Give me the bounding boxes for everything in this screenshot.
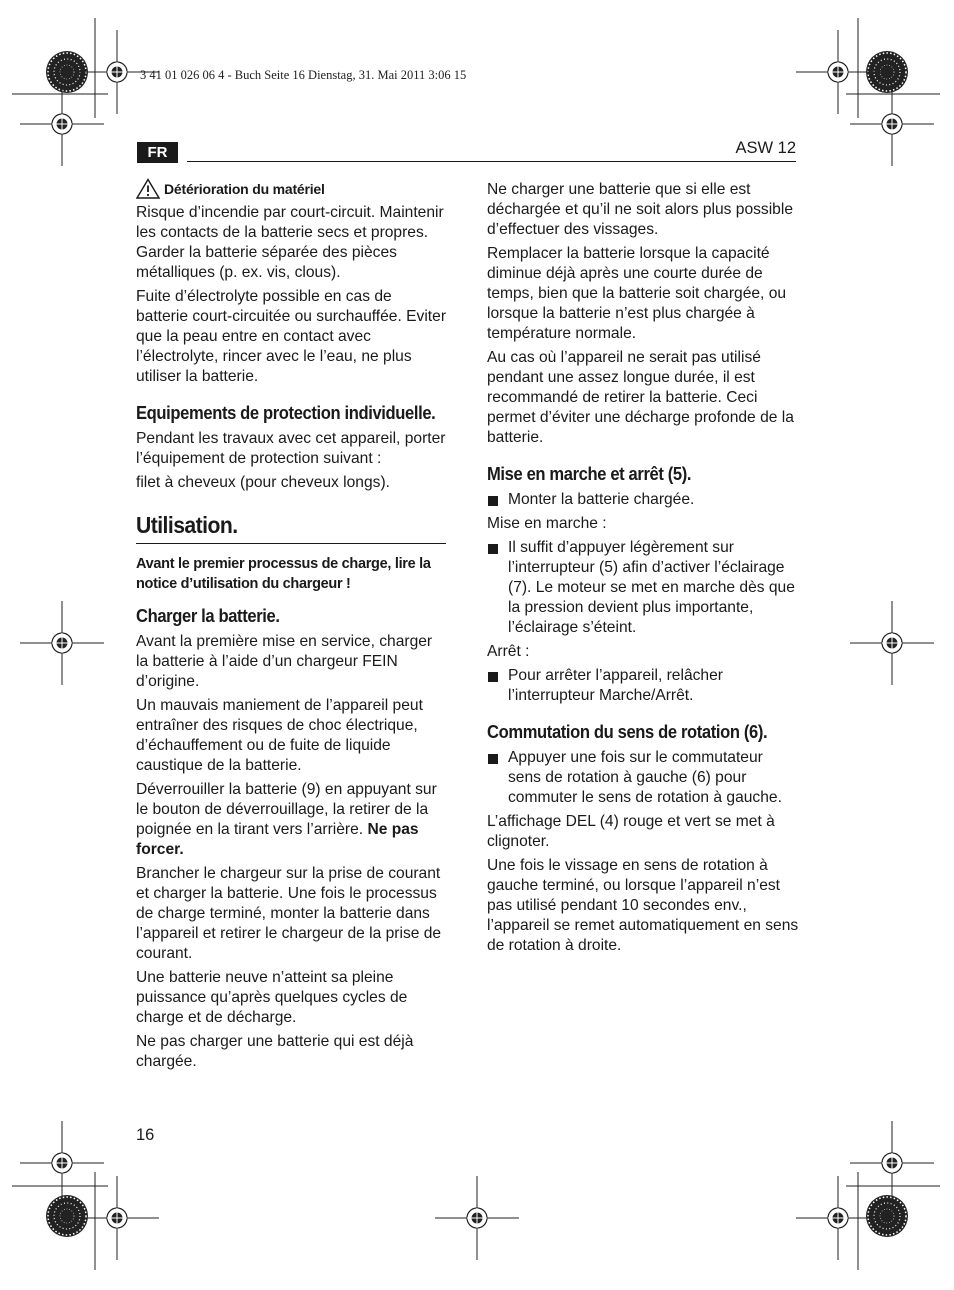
warning-triangle-icon [136,178,160,199]
left-column [136,178,448,1076]
print-info-line: 3 41 01 026 06 4 - Buch Seite 16 Dienstag, 31. Mai 2011 3:06 15 [140,68,467,82]
charge-paragraph-5: Une batterie neuve n’atteint sa pleine puissance qu’après quelques cycles de charge et de décharge. [136,969,408,1026]
battery-paragraph-2: Remplacer la batterie lorsque la capacité diminue déjà après une courte durée de temps, bien que la batterie soit chargée, ou lorsque la batterie n’est plus chargée à température normale. [487,245,787,342]
charger-notice: Avant le premier processus de charge, lire la notice d’utilisation du chargeur ! [136,556,431,592]
ppe-heading: Equipements de protection individuelle. [136,403,436,423]
bullet-square-icon [488,672,498,682]
charge-paragraph-2: Un mauvais maniement de l’appareil peut entraîner des risques de choc électrique, d’échauffement ou de fuite de liquide caustique de la batterie. [136,697,423,774]
warning-heading [136,178,448,199]
bullet-text: Il suffit d’appuyer légèrement sur l’interrupteur (5) afin d’activer l’éclairage (7). Le moteur se met en marche dès que la pression devient plus importante, l’éclairage s’éteint. [508,539,795,636]
battery-paragraph-3: Au cas où l’appareil ne serait pas utilisé pendant une assez longue durée, il est recommandé de retirer la batterie. Ceci permet d’éviter une décharge profonde de la batterie. [487,349,794,446]
bullet-item [487,538,799,638]
charge-paragraph-1: Avant la première mise en service, charger la batterie à l’aide d’un chargeur FEIN d’origine. [136,633,433,690]
warning-paragraph-2: Fuite d’électrolyte possible en cas de batterie court-circuitée ou surchauffée. Eviter que la peau entre en contact avec l’électrolyte, rincer avec le l’eau, ne plus utiliser la batterie. [136,288,447,385]
section-rule [136,543,446,544]
warning-title: Détérioration du matériel [164,180,325,197]
rotation-paragraph-2: Une fois le vissage en sens de rotation à gauche terminé, ou lorsque l’appareil n’est pas utilisé pendant 10 secondes env., l’appareil se remet automatiquement en sens de rotation à droite. [487,857,799,954]
bullet-item [487,666,799,706]
charge-heading: Charger la batterie. [136,606,280,626]
onoff-heading: Mise en marche et arrêt (5). [487,464,692,484]
rotation-heading: Commutation du sens de rotation (6). [487,722,768,742]
bullet-item [487,490,799,510]
charge-paragraph-3-bold: Ne pas forcer. [136,821,419,858]
charge-paragraph-3-text: Déverrouiller la batterie (9) en appuyant sur le bouton de déverrouillage, la retirer de la poignée en la tirant vers l’arrière. [136,781,437,838]
right-column [487,180,799,960]
ppe-paragraph-2: filet à cheveux (pour cheveux longs). [136,474,390,491]
bullet-text: Pour arrêter l’appareil, relâcher l’interrupteur Marche/Arrêt. [508,667,723,704]
battery-paragraph-1: Ne charger une batterie que si elle est déchargée et qu’il ne soit alors plus possible d’effectuer des vissages. [487,181,793,238]
ppe-paragraph-1: Pendant les travaux avec cet appareil, porter l’équipement de protection suivant : [136,430,446,467]
bullet-text: Monter la batterie chargée. [508,491,695,508]
rotation-paragraph-1: L’affichage DEL (4) rouge et vert se met à clignoter. [487,813,775,850]
bullet-text: Appuyer une fois sur le commutateur sens de rotation à gauche (6) pour commuter le sens de rotation à gauche. [508,749,782,806]
onoff-label-off: Arrêt : [487,643,530,660]
model-name: ASW 12 [735,139,796,157]
bullet-square-icon [488,754,498,764]
onoff-label-on: Mise en marche : [487,515,607,532]
bullet-square-icon [488,544,498,554]
charge-paragraph-4: Brancher le chargeur sur la prise de courant et charger la batterie. Une fois le processus de charge terminé, monter la batterie dans l’appareil et retirer le chargeur de la prise de courant. [136,865,442,962]
charge-paragraph-6: Ne pas charger une batterie qui est déjà chargée. [136,1033,414,1070]
bullet-item [487,748,799,808]
charge-paragraph-3 [136,780,448,860]
page-number: 16 [136,1126,155,1144]
language-badge: FR [137,142,178,163]
warning-paragraph-1: Risque d’incendie par court-circuit. Maintenir les contacts de la batterie secs et propres. Garder la batterie séparée des pièces métalliques (p. ex. vis, clous). [136,204,444,281]
bullet-square-icon [488,496,498,506]
header-rule [187,161,796,162]
section-title-utilisation: Utilisation. [136,512,238,538]
